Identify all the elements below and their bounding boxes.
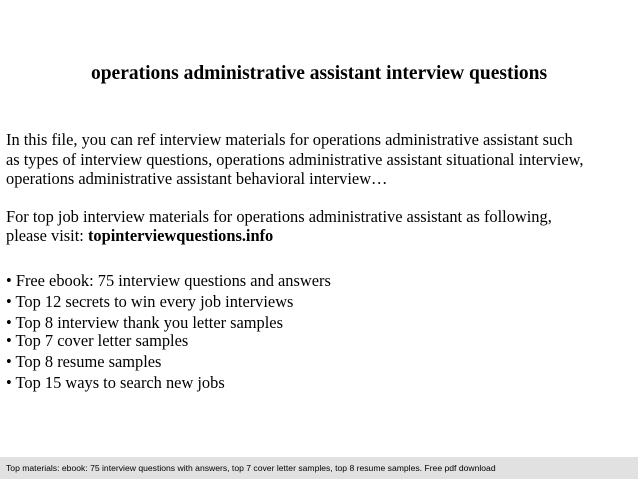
list-item: • Top 15 ways to search new jobs: [6, 373, 225, 392]
intro-section: [6, 130, 634, 246]
website-link[interactable]: topinterviewquestions.info: [87, 226, 274, 245]
bullet-list: [6, 271, 331, 393]
cta-visit-line: [6, 226, 634, 246]
list-item: • Top 8 interview thank you letter samples: [6, 313, 283, 332]
intro-line: as types of interview questions, operations administrative assistant situational interview,: [6, 149, 584, 169]
page-title: operations administrative assistant interview questions: [90, 63, 548, 84]
intro-line: operations administrative assistant behavioral interview…: [6, 169, 388, 188]
list-item: • Top 12 secrets to win every job interviews: [6, 292, 294, 311]
cta-prefix: please visit:: [6, 226, 88, 245]
cta-line: For top job interview materials for operations administrative assistant as following,: [6, 206, 552, 226]
footer-bar: Top materials: ebook: 75 interview questions with answers, top 7 cover letter samples, top 8 resume samples. Free pdf download: [0, 457, 638, 479]
list-item: • Top 8 resume samples: [6, 352, 162, 371]
intro-paragraph: [6, 130, 634, 189]
cta-paragraph: [6, 207, 634, 246]
list-item: • Free ebook: 75 interview questions and answers: [6, 271, 331, 290]
intro-line: In this file, you can ref interview materials for operations administrative assistant such: [6, 130, 573, 149]
list-item: • Top 7 cover letter samples: [6, 331, 189, 350]
